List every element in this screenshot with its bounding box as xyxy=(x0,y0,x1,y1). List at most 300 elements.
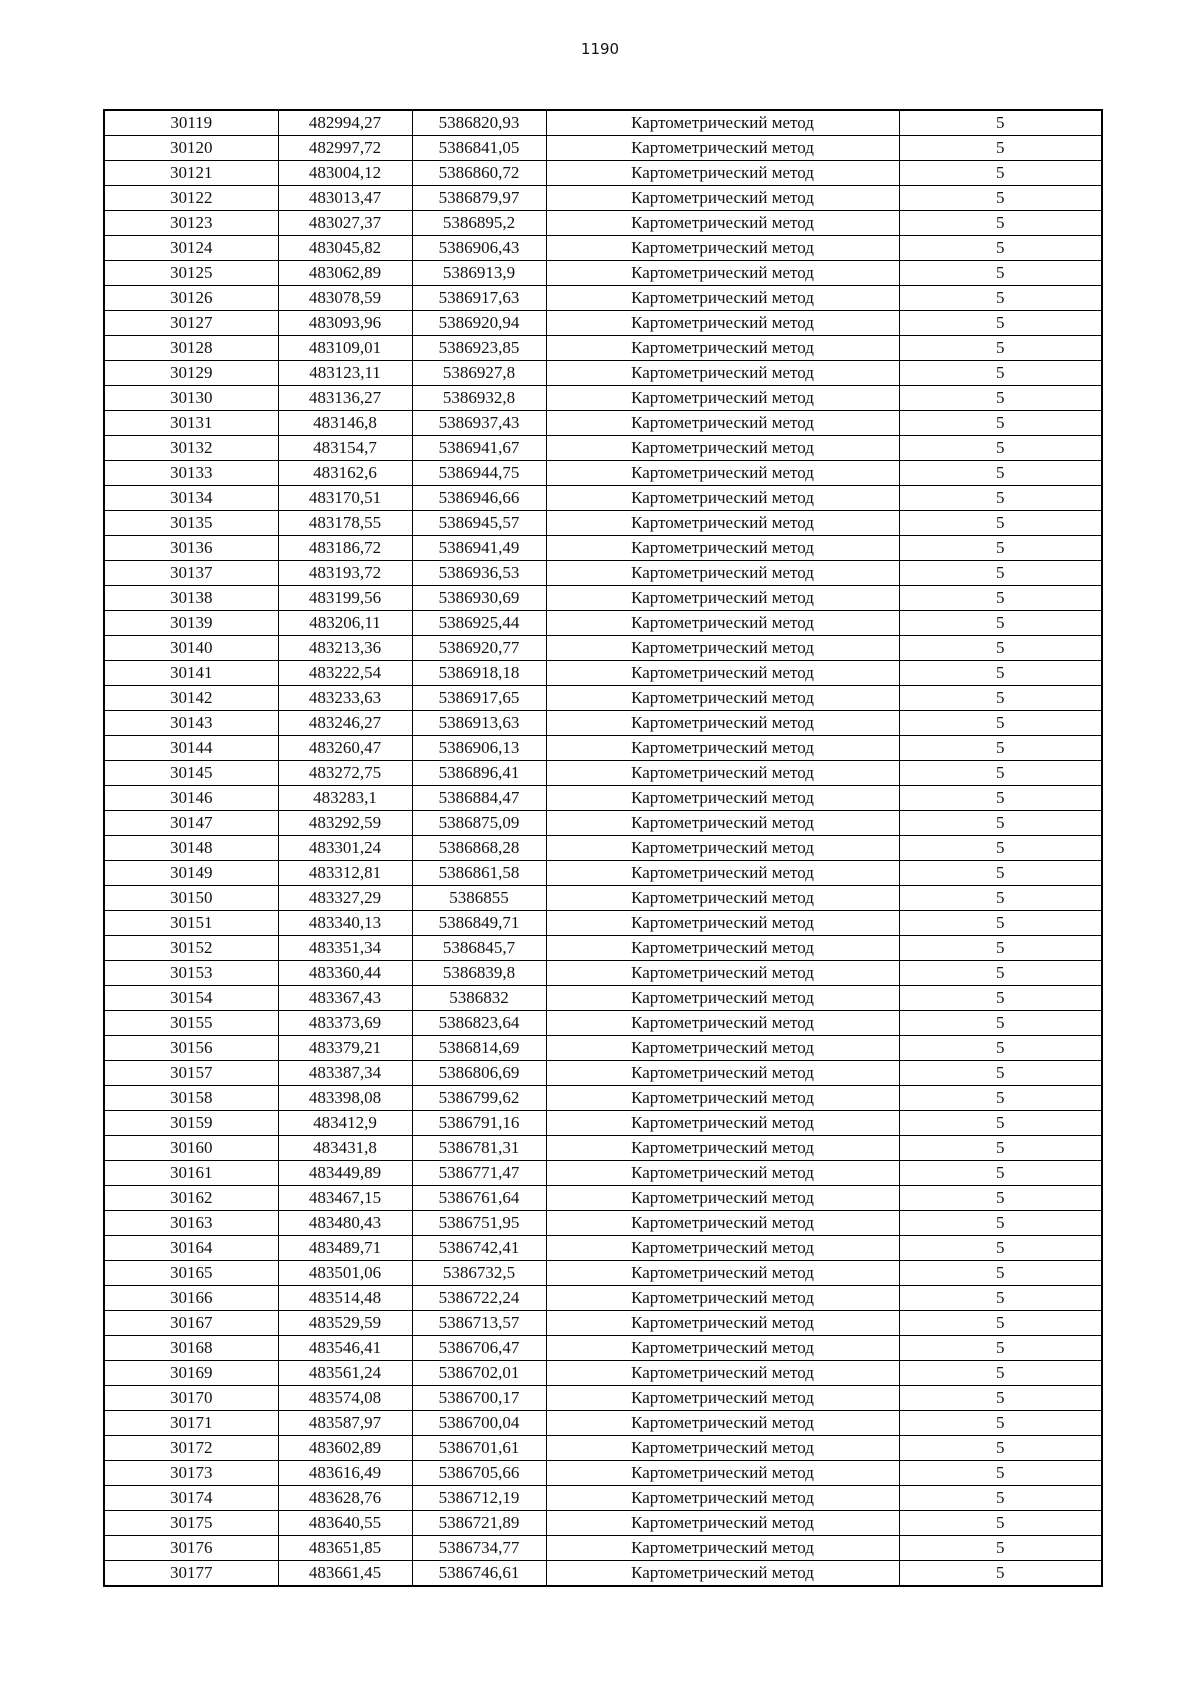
method-cell: Картометрический метод xyxy=(546,336,899,361)
point-number-cell: 30135 xyxy=(104,511,278,536)
accuracy-cell: 5 xyxy=(899,1511,1102,1536)
accuracy-cell: 5 xyxy=(899,1461,1102,1486)
table-row xyxy=(104,1036,1102,1061)
table-row xyxy=(104,1536,1102,1561)
method-cell: Картометрический метод xyxy=(546,1111,899,1136)
method-cell: Картометрический метод xyxy=(546,1211,899,1236)
method-cell: Картометрический метод xyxy=(546,486,899,511)
x-coordinate-cell: 483062,89 xyxy=(278,261,412,286)
x-coordinate-cell: 483312,81 xyxy=(278,861,412,886)
table-row xyxy=(104,1486,1102,1511)
point-number-cell: 30159 xyxy=(104,1111,278,1136)
method-cell: Картометрический метод xyxy=(546,1536,899,1561)
x-coordinate-cell: 483246,27 xyxy=(278,711,412,736)
y-coordinate-cell: 5386732,5 xyxy=(412,1261,546,1286)
accuracy-cell: 5 xyxy=(899,736,1102,761)
accuracy-cell: 5 xyxy=(899,511,1102,536)
method-cell: Картометрический метод xyxy=(546,161,899,186)
y-coordinate-cell: 5386913,63 xyxy=(412,711,546,736)
table-row xyxy=(104,261,1102,286)
x-coordinate-cell: 483162,6 xyxy=(278,461,412,486)
point-number-cell: 30163 xyxy=(104,1211,278,1236)
accuracy-cell: 5 xyxy=(899,861,1102,886)
accuracy-cell: 5 xyxy=(899,361,1102,386)
accuracy-cell: 5 xyxy=(899,110,1102,136)
y-coordinate-cell: 5386742,41 xyxy=(412,1236,546,1261)
x-coordinate-cell: 483398,08 xyxy=(278,1086,412,1111)
accuracy-cell: 5 xyxy=(899,911,1102,936)
x-coordinate-cell: 483480,43 xyxy=(278,1211,412,1236)
accuracy-cell: 5 xyxy=(899,1236,1102,1261)
table-row xyxy=(104,311,1102,336)
accuracy-cell: 5 xyxy=(899,786,1102,811)
x-coordinate-cell: 483529,59 xyxy=(278,1311,412,1336)
coordinates-table-body xyxy=(104,110,1102,1586)
method-cell: Картометрический метод xyxy=(546,361,899,386)
table-row xyxy=(104,811,1102,836)
y-coordinate-cell: 5386702,01 xyxy=(412,1361,546,1386)
x-coordinate-cell: 483186,72 xyxy=(278,536,412,561)
x-coordinate-cell: 483272,75 xyxy=(278,761,412,786)
table-row xyxy=(104,136,1102,161)
point-number-cell: 30165 xyxy=(104,1261,278,1286)
page-number: 1190 xyxy=(580,40,620,58)
y-coordinate-cell: 5386814,69 xyxy=(412,1036,546,1061)
method-cell: Картометрический метод xyxy=(546,1361,899,1386)
y-coordinate-cell: 5386806,69 xyxy=(412,1061,546,1086)
x-coordinate-cell: 483013,47 xyxy=(278,186,412,211)
table-row xyxy=(104,536,1102,561)
coordinates-table xyxy=(103,109,1103,1587)
method-cell: Картометрический метод xyxy=(546,986,899,1011)
x-coordinate-cell: 483260,47 xyxy=(278,736,412,761)
point-number-cell: 30130 xyxy=(104,386,278,411)
point-number-cell: 30151 xyxy=(104,911,278,936)
x-coordinate-cell: 483004,12 xyxy=(278,161,412,186)
point-number-cell: 30160 xyxy=(104,1136,278,1161)
point-number-cell: 30132 xyxy=(104,436,278,461)
accuracy-cell: 5 xyxy=(899,311,1102,336)
method-cell: Картометрический метод xyxy=(546,611,899,636)
y-coordinate-cell: 5386913,9 xyxy=(412,261,546,286)
point-number-cell: 30154 xyxy=(104,986,278,1011)
method-cell: Картометрический метод xyxy=(546,286,899,311)
y-coordinate-cell: 5386875,09 xyxy=(412,811,546,836)
x-coordinate-cell: 483574,08 xyxy=(278,1386,412,1411)
point-number-cell: 30137 xyxy=(104,561,278,586)
accuracy-cell: 5 xyxy=(899,811,1102,836)
point-number-cell: 30146 xyxy=(104,786,278,811)
table-row xyxy=(104,511,1102,536)
table-row xyxy=(104,110,1102,136)
table-row xyxy=(104,786,1102,811)
point-number-cell: 30150 xyxy=(104,886,278,911)
method-cell: Картометрический метод xyxy=(546,1086,899,1111)
accuracy-cell: 5 xyxy=(899,1486,1102,1511)
accuracy-cell: 5 xyxy=(899,936,1102,961)
accuracy-cell: 5 xyxy=(899,536,1102,561)
y-coordinate-cell: 5386701,61 xyxy=(412,1436,546,1461)
accuracy-cell: 5 xyxy=(899,1261,1102,1286)
accuracy-cell: 5 xyxy=(899,1161,1102,1186)
x-coordinate-cell: 483146,8 xyxy=(278,411,412,436)
table-row xyxy=(104,586,1102,611)
method-cell: Картометрический метод xyxy=(546,461,899,486)
method-cell: Картометрический метод xyxy=(546,261,899,286)
table-row xyxy=(104,986,1102,1011)
x-coordinate-cell: 483360,44 xyxy=(278,961,412,986)
method-cell: Картометрический метод xyxy=(546,1261,899,1286)
y-coordinate-cell: 5386868,28 xyxy=(412,836,546,861)
table-row xyxy=(104,336,1102,361)
method-cell: Картометрический метод xyxy=(546,436,899,461)
method-cell: Картометрический метод xyxy=(546,1236,899,1261)
method-cell: Картометрический метод xyxy=(546,936,899,961)
y-coordinate-cell: 5386932,8 xyxy=(412,386,546,411)
point-number-cell: 30177 xyxy=(104,1561,278,1587)
x-coordinate-cell: 483379,21 xyxy=(278,1036,412,1061)
y-coordinate-cell: 5386841,05 xyxy=(412,136,546,161)
table-row xyxy=(104,1336,1102,1361)
accuracy-cell: 5 xyxy=(899,1061,1102,1086)
table-row xyxy=(104,1136,1102,1161)
x-coordinate-cell: 483628,76 xyxy=(278,1486,412,1511)
table-row xyxy=(104,1286,1102,1311)
y-coordinate-cell: 5386920,77 xyxy=(412,636,546,661)
method-cell: Картометрический метод xyxy=(546,961,899,986)
table-row xyxy=(104,661,1102,686)
table-row xyxy=(104,1161,1102,1186)
method-cell: Картометрический метод xyxy=(546,1036,899,1061)
accuracy-cell: 5 xyxy=(899,1386,1102,1411)
point-number-cell: 30131 xyxy=(104,411,278,436)
accuracy-cell: 5 xyxy=(899,186,1102,211)
accuracy-cell: 5 xyxy=(899,1136,1102,1161)
y-coordinate-cell: 5386823,64 xyxy=(412,1011,546,1036)
accuracy-cell: 5 xyxy=(899,561,1102,586)
accuracy-cell: 5 xyxy=(899,661,1102,686)
point-number-cell: 30166 xyxy=(104,1286,278,1311)
point-number-cell: 30140 xyxy=(104,636,278,661)
table-row xyxy=(104,1236,1102,1261)
table-row xyxy=(104,936,1102,961)
y-coordinate-cell: 5386906,43 xyxy=(412,236,546,261)
accuracy-cell: 5 xyxy=(899,286,1102,311)
x-coordinate-cell: 483213,36 xyxy=(278,636,412,661)
x-coordinate-cell: 483078,59 xyxy=(278,286,412,311)
point-number-cell: 30123 xyxy=(104,211,278,236)
method-cell: Картометрический метод xyxy=(546,1461,899,1486)
point-number-cell: 30148 xyxy=(104,836,278,861)
table-row xyxy=(104,1311,1102,1336)
x-coordinate-cell: 483587,97 xyxy=(278,1411,412,1436)
y-coordinate-cell: 5386930,69 xyxy=(412,586,546,611)
table-row xyxy=(104,161,1102,186)
point-number-cell: 30168 xyxy=(104,1336,278,1361)
x-coordinate-cell: 483045,82 xyxy=(278,236,412,261)
x-coordinate-cell: 483467,15 xyxy=(278,1186,412,1211)
point-number-cell: 30175 xyxy=(104,1511,278,1536)
method-cell: Картометрический метод xyxy=(546,761,899,786)
table-row xyxy=(104,1511,1102,1536)
point-number-cell: 30161 xyxy=(104,1161,278,1186)
table-row xyxy=(104,1411,1102,1436)
point-number-cell: 30141 xyxy=(104,661,278,686)
point-number-cell: 30138 xyxy=(104,586,278,611)
x-coordinate-cell: 483109,01 xyxy=(278,336,412,361)
x-coordinate-cell: 483327,29 xyxy=(278,886,412,911)
accuracy-cell: 5 xyxy=(899,1186,1102,1211)
accuracy-cell: 5 xyxy=(899,686,1102,711)
y-coordinate-cell: 5386791,16 xyxy=(412,1111,546,1136)
accuracy-cell: 5 xyxy=(899,436,1102,461)
point-number-cell: 30169 xyxy=(104,1361,278,1386)
table-row xyxy=(104,611,1102,636)
method-cell: Картометрический метод xyxy=(546,1311,899,1336)
x-coordinate-cell: 483651,85 xyxy=(278,1536,412,1561)
y-coordinate-cell: 5386713,57 xyxy=(412,1311,546,1336)
y-coordinate-cell: 5386761,64 xyxy=(412,1186,546,1211)
method-cell: Картометрический метод xyxy=(546,511,899,536)
y-coordinate-cell: 5386945,57 xyxy=(412,511,546,536)
method-cell: Картометрический метод xyxy=(546,1411,899,1436)
table-row xyxy=(104,186,1102,211)
table-row xyxy=(104,236,1102,261)
point-number-cell: 30164 xyxy=(104,1236,278,1261)
accuracy-cell: 5 xyxy=(899,411,1102,436)
point-number-cell: 30156 xyxy=(104,1036,278,1061)
accuracy-cell: 5 xyxy=(899,711,1102,736)
accuracy-cell: 5 xyxy=(899,211,1102,236)
method-cell: Картометрический метод xyxy=(546,911,899,936)
table-row xyxy=(104,411,1102,436)
accuracy-cell: 5 xyxy=(899,1311,1102,1336)
y-coordinate-cell: 5386855 xyxy=(412,886,546,911)
y-coordinate-cell: 5386860,72 xyxy=(412,161,546,186)
x-coordinate-cell: 483233,63 xyxy=(278,686,412,711)
table-row xyxy=(104,1561,1102,1587)
table-row xyxy=(104,911,1102,936)
accuracy-cell: 5 xyxy=(899,386,1102,411)
point-number-cell: 30120 xyxy=(104,136,278,161)
x-coordinate-cell: 483546,41 xyxy=(278,1336,412,1361)
y-coordinate-cell: 5386820,93 xyxy=(412,110,546,136)
method-cell: Картометрический метод xyxy=(546,311,899,336)
method-cell: Картометрический метод xyxy=(546,1511,899,1536)
accuracy-cell: 5 xyxy=(899,986,1102,1011)
accuracy-cell: 5 xyxy=(899,1536,1102,1561)
x-coordinate-cell: 483292,59 xyxy=(278,811,412,836)
method-cell: Картометрический метод xyxy=(546,1186,899,1211)
method-cell: Картометрический метод xyxy=(546,1286,899,1311)
x-coordinate-cell: 483640,55 xyxy=(278,1511,412,1536)
method-cell: Картометрический метод xyxy=(546,536,899,561)
table-row xyxy=(104,386,1102,411)
x-coordinate-cell: 483373,69 xyxy=(278,1011,412,1036)
accuracy-cell: 5 xyxy=(899,611,1102,636)
method-cell: Картометрический метод xyxy=(546,1561,899,1587)
y-coordinate-cell: 5386895,2 xyxy=(412,211,546,236)
table-row xyxy=(104,561,1102,586)
accuracy-cell: 5 xyxy=(899,236,1102,261)
method-cell: Картометрический метод xyxy=(546,1386,899,1411)
table-row xyxy=(104,761,1102,786)
table-row xyxy=(104,211,1102,236)
y-coordinate-cell: 5386700,04 xyxy=(412,1411,546,1436)
point-number-cell: 30119 xyxy=(104,110,278,136)
point-number-cell: 30145 xyxy=(104,761,278,786)
y-coordinate-cell: 5386896,41 xyxy=(412,761,546,786)
y-coordinate-cell: 5386884,47 xyxy=(412,786,546,811)
accuracy-cell: 5 xyxy=(899,486,1102,511)
y-coordinate-cell: 5386917,65 xyxy=(412,686,546,711)
y-coordinate-cell: 5386923,85 xyxy=(412,336,546,361)
table-row xyxy=(104,1186,1102,1211)
y-coordinate-cell: 5386721,89 xyxy=(412,1511,546,1536)
table-row xyxy=(104,1011,1102,1036)
method-cell: Картометрический метод xyxy=(546,1161,899,1186)
y-coordinate-cell: 5386799,62 xyxy=(412,1086,546,1111)
point-number-cell: 30149 xyxy=(104,861,278,886)
table-row xyxy=(104,686,1102,711)
point-number-cell: 30142 xyxy=(104,686,278,711)
x-coordinate-cell: 483193,72 xyxy=(278,561,412,586)
method-cell: Картометрический метод xyxy=(546,1136,899,1161)
method-cell: Картометрический метод xyxy=(546,561,899,586)
method-cell: Картометрический метод xyxy=(546,836,899,861)
x-coordinate-cell: 483351,34 xyxy=(278,936,412,961)
x-coordinate-cell: 483661,45 xyxy=(278,1561,412,1587)
point-number-cell: 30143 xyxy=(104,711,278,736)
method-cell: Картометрический метод xyxy=(546,661,899,686)
x-coordinate-cell: 483514,48 xyxy=(278,1286,412,1311)
y-coordinate-cell: 5386746,61 xyxy=(412,1561,546,1587)
point-number-cell: 30125 xyxy=(104,261,278,286)
table-row xyxy=(104,961,1102,986)
x-coordinate-cell: 483431,8 xyxy=(278,1136,412,1161)
table-row xyxy=(104,836,1102,861)
y-coordinate-cell: 5386751,95 xyxy=(412,1211,546,1236)
x-coordinate-cell: 483178,55 xyxy=(278,511,412,536)
point-number-cell: 30139 xyxy=(104,611,278,636)
y-coordinate-cell: 5386700,17 xyxy=(412,1386,546,1411)
method-cell: Картометрический метод xyxy=(546,586,899,611)
y-coordinate-cell: 5386937,43 xyxy=(412,411,546,436)
x-coordinate-cell: 483387,34 xyxy=(278,1061,412,1086)
point-number-cell: 30153 xyxy=(104,961,278,986)
accuracy-cell: 5 xyxy=(899,1086,1102,1111)
y-coordinate-cell: 5386781,31 xyxy=(412,1136,546,1161)
point-number-cell: 30129 xyxy=(104,361,278,386)
x-coordinate-cell: 483501,06 xyxy=(278,1261,412,1286)
x-coordinate-cell: 483199,56 xyxy=(278,586,412,611)
accuracy-cell: 5 xyxy=(899,1411,1102,1436)
x-coordinate-cell: 483170,51 xyxy=(278,486,412,511)
table-row xyxy=(104,361,1102,386)
x-coordinate-cell: 482994,27 xyxy=(278,110,412,136)
method-cell: Картометрический метод xyxy=(546,136,899,161)
method-cell: Картометрический метод xyxy=(546,736,899,761)
point-number-cell: 30157 xyxy=(104,1061,278,1086)
table-row xyxy=(104,486,1102,511)
method-cell: Картометрический метод xyxy=(546,211,899,236)
accuracy-cell: 5 xyxy=(899,1436,1102,1461)
accuracy-cell: 5 xyxy=(899,261,1102,286)
accuracy-cell: 5 xyxy=(899,336,1102,361)
y-coordinate-cell: 5386927,8 xyxy=(412,361,546,386)
table-row xyxy=(104,286,1102,311)
y-coordinate-cell: 5386920,94 xyxy=(412,311,546,336)
accuracy-cell: 5 xyxy=(899,761,1102,786)
method-cell: Картометрический метод xyxy=(546,1486,899,1511)
table-row xyxy=(104,1061,1102,1086)
x-coordinate-cell: 483489,71 xyxy=(278,1236,412,1261)
point-number-cell: 30176 xyxy=(104,1536,278,1561)
accuracy-cell: 5 xyxy=(899,1211,1102,1236)
accuracy-cell: 5 xyxy=(899,1561,1102,1587)
method-cell: Картометрический метод xyxy=(546,1061,899,1086)
accuracy-cell: 5 xyxy=(899,586,1102,611)
y-coordinate-cell: 5386712,19 xyxy=(412,1486,546,1511)
table-row xyxy=(104,736,1102,761)
x-coordinate-cell: 482997,72 xyxy=(278,136,412,161)
point-number-cell: 30171 xyxy=(104,1411,278,1436)
y-coordinate-cell: 5386941,49 xyxy=(412,536,546,561)
method-cell: Картометрический метод xyxy=(546,1436,899,1461)
x-coordinate-cell: 483222,54 xyxy=(278,661,412,686)
x-coordinate-cell: 483616,49 xyxy=(278,1461,412,1486)
y-coordinate-cell: 5386849,71 xyxy=(412,911,546,936)
point-number-cell: 30152 xyxy=(104,936,278,961)
x-coordinate-cell: 483206,11 xyxy=(278,611,412,636)
y-coordinate-cell: 5386861,58 xyxy=(412,861,546,886)
method-cell: Картометрический метод xyxy=(546,886,899,911)
method-cell: Картометрический метод xyxy=(546,711,899,736)
point-number-cell: 30174 xyxy=(104,1486,278,1511)
y-coordinate-cell: 5386946,66 xyxy=(412,486,546,511)
accuracy-cell: 5 xyxy=(899,886,1102,911)
y-coordinate-cell: 5386705,66 xyxy=(412,1461,546,1486)
point-number-cell: 30128 xyxy=(104,336,278,361)
y-coordinate-cell: 5386706,47 xyxy=(412,1336,546,1361)
y-coordinate-cell: 5386879,97 xyxy=(412,186,546,211)
y-coordinate-cell: 5386944,75 xyxy=(412,461,546,486)
y-coordinate-cell: 5386941,67 xyxy=(412,436,546,461)
y-coordinate-cell: 5386918,18 xyxy=(412,661,546,686)
accuracy-cell: 5 xyxy=(899,836,1102,861)
point-number-cell: 30170 xyxy=(104,1386,278,1411)
method-cell: Картометрический метод xyxy=(546,386,899,411)
table-row xyxy=(104,1386,1102,1411)
method-cell: Картометрический метод xyxy=(546,1011,899,1036)
point-number-cell: 30173 xyxy=(104,1461,278,1486)
method-cell: Картометрический метод xyxy=(546,186,899,211)
point-number-cell: 30147 xyxy=(104,811,278,836)
accuracy-cell: 5 xyxy=(899,161,1102,186)
accuracy-cell: 5 xyxy=(899,136,1102,161)
method-cell: Картометрический метод xyxy=(546,1336,899,1361)
table-row xyxy=(104,1436,1102,1461)
accuracy-cell: 5 xyxy=(899,1286,1102,1311)
x-coordinate-cell: 483136,27 xyxy=(278,386,412,411)
point-number-cell: 30127 xyxy=(104,311,278,336)
x-coordinate-cell: 483367,43 xyxy=(278,986,412,1011)
accuracy-cell: 5 xyxy=(899,1361,1102,1386)
y-coordinate-cell: 5386839,8 xyxy=(412,961,546,986)
accuracy-cell: 5 xyxy=(899,1336,1102,1361)
point-number-cell: 30121 xyxy=(104,161,278,186)
x-coordinate-cell: 483123,11 xyxy=(278,361,412,386)
